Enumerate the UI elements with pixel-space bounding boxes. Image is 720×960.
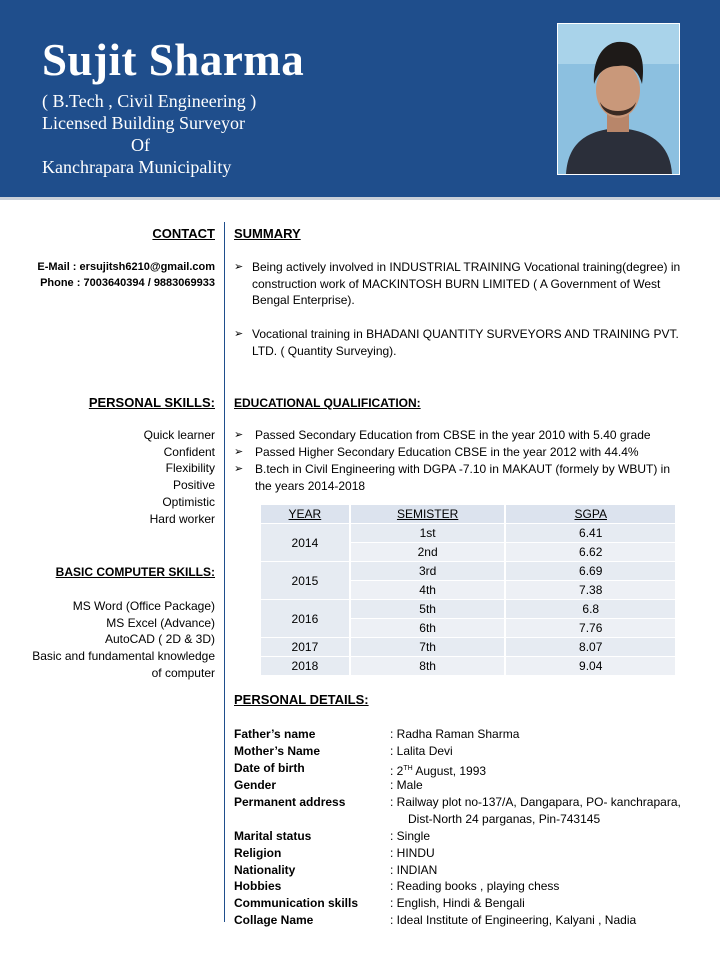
- dob-day: : 2: [390, 764, 404, 778]
- phone-number: 7003640394 / 9883069933: [83, 277, 215, 289]
- computer-skills-list: [32, 598, 215, 682]
- education-item: ➢ Passed Secondary Education from CBSE in the year 2010 with 5.40 grade: [234, 428, 651, 442]
- sgpa-table: [261, 505, 677, 676]
- sgpa-cell: 9.04: [505, 657, 676, 676]
- personal-heading: PERSONAL DETAILS:: [234, 692, 369, 707]
- detail-label: Permanent address: [234, 795, 346, 809]
- column-divider: [224, 222, 225, 922]
- year-cell: 2015: [261, 562, 350, 600]
- candidate-name: Sujit Sharma: [42, 35, 305, 85]
- detail-value: : Lalita Devi: [390, 744, 453, 758]
- sgpa-cell: 7.38: [505, 581, 676, 600]
- detail-value: : English, Hindi & Bengali: [390, 896, 525, 910]
- detail-label: Communication skills: [234, 896, 359, 910]
- sgpa-cell: 6.8: [505, 600, 676, 619]
- education-heading: EDUCATIONAL QUALIFICATION:: [234, 396, 421, 410]
- column-header: YEAR: [261, 505, 350, 524]
- skill-item: Flexibility: [165, 461, 215, 476]
- detail-label: Father’s name: [234, 727, 316, 741]
- detail-value: : Single: [390, 829, 431, 843]
- semester-cell: 8th: [350, 657, 506, 676]
- arrow-bullet-icon: ➢: [234, 463, 244, 475]
- phone-label: Phone :: [40, 277, 81, 289]
- detail-value: : Male: [390, 778, 423, 792]
- skill-item: Confident: [163, 444, 215, 459]
- detail-value: : INDIAN: [390, 863, 438, 877]
- sgpa-cell: 8.07: [505, 638, 676, 657]
- detail-label: Collage Name: [234, 913, 314, 927]
- detail-value: Dist-North 24 parganas, Pin-743145: [408, 812, 601, 826]
- computer-skills-heading: BASIC COMPUTER SKILLS:: [55, 565, 215, 579]
- year-cell: 2014: [261, 524, 350, 562]
- org-line: Kanchrapara Municipality: [42, 157, 232, 177]
- detail-label: Marital status: [234, 829, 312, 843]
- computer-skill-item: MS Excel (Advance): [106, 615, 215, 630]
- contact-heading: CONTACT: [152, 226, 215, 241]
- skills-heading: PERSONAL SKILLS:: [88, 395, 215, 410]
- summary-heading: SUMMARY: [234, 226, 301, 241]
- detail-label: Religion: [234, 846, 282, 860]
- detail-label: Gender: [234, 778, 277, 792]
- table-row: [261, 638, 676, 657]
- column-header: SGPA: [505, 505, 676, 524]
- arrow-bullet-icon: ➢: [234, 261, 244, 273]
- person-photo-icon: [558, 24, 679, 174]
- column-header: SEMISTER: [350, 505, 506, 524]
- arrow-bullet-icon: ➢: [234, 429, 244, 441]
- detail-label: Hobbies: [234, 879, 282, 893]
- detail-value: : Reading books , playing chess: [390, 879, 560, 893]
- email-label: E-Mail :: [37, 261, 77, 273]
- skill-item: Quick learner: [143, 428, 215, 442]
- of-line: Of: [131, 135, 150, 155]
- year-cell: 2016: [261, 600, 350, 638]
- sgpa-cell: 6.62: [505, 543, 676, 562]
- education-item: ➢ Passed Higher Secondary Education CBSE in the year 2012 with 44.4%: [234, 445, 639, 459]
- semester-cell: 1st: [350, 524, 506, 543]
- education-item: ➢ B.tech in Civil Engineering with DGPA -7.10 in MAKAUT (formely by WBUT) in the years 2014-2018: [234, 462, 671, 493]
- degree-line: ( B.Tech , Civil Engineering ): [42, 91, 257, 111]
- sgpa-cell: 7.76: [505, 619, 676, 638]
- semester-cell: 4th: [350, 581, 506, 600]
- table-row: [261, 562, 676, 581]
- semester-cell: 2nd: [350, 543, 506, 562]
- semester-cell: 3rd: [350, 562, 506, 581]
- detail-label: Mother’s Name: [234, 744, 321, 758]
- header-banner: [0, 0, 720, 200]
- computer-skill-item: Basic and fundamental knowledge: [32, 649, 215, 664]
- profile-photo: [557, 23, 680, 175]
- semester-cell: 5th: [350, 600, 506, 619]
- detail-label: Date of birth: [234, 761, 305, 775]
- skill-item: Positive: [172, 478, 215, 493]
- semester-cell: 7th: [350, 638, 506, 657]
- detail-value: : Radha Raman Sharma: [390, 727, 520, 741]
- sgpa-cell: 6.69: [505, 562, 676, 581]
- year-cell: 2017: [261, 638, 350, 657]
- table-header-row: [261, 505, 676, 524]
- summary-item: ➢ Being actively involved in INDUSTRIAL TRAINING Vocational training(degree) in construction work of MACKINTOSH BURN LIMITED ( A Government of West Bengal Enterprise).: [234, 260, 681, 308]
- title-line: Licensed Building Surveyor: [42, 113, 245, 133]
- skills-list: [144, 427, 215, 527]
- detail-label: Nationality: [234, 863, 296, 877]
- computer-skill-item: AutoCAD ( 2D & 3D): [104, 632, 215, 647]
- phone-line: [40, 275, 215, 292]
- summary-item: ➢ Vocational training in BHADANI QUANTITY SURVEYORS AND TRAINING PVT. LTD. ( Quantity Surveying).: [234, 327, 679, 358]
- skill-item: Optimistic: [162, 494, 215, 509]
- email-link[interactable]: ersujitsh6210@gmail.com: [79, 261, 215, 273]
- computer-skill-item: MS Word (Office Package): [72, 599, 215, 613]
- table-row: [261, 600, 676, 619]
- skill-item: Hard worker: [149, 511, 215, 526]
- sgpa-cell: 6.41: [505, 524, 676, 543]
- table-row: [261, 524, 676, 543]
- semester-cell: 6th: [350, 619, 506, 638]
- email-line: [37, 259, 215, 276]
- table-row: [261, 657, 676, 676]
- arrow-bullet-icon: ➢: [234, 446, 244, 458]
- dob-rest: August, 1993: [412, 764, 487, 778]
- detail-value: : Railway plot no-137/A, Dangapara, PO- kanchrapara,: [390, 795, 681, 809]
- computer-skill-item: of computer: [151, 665, 215, 680]
- year-cell: 2018: [261, 657, 350, 676]
- detail-value: : Ideal Institute of Engineering, Kalyani , Nadia: [390, 913, 637, 927]
- detail-value: : HINDU: [390, 846, 435, 860]
- arrow-bullet-icon: ➢: [234, 328, 244, 340]
- dob-suffix: TH: [403, 765, 413, 772]
